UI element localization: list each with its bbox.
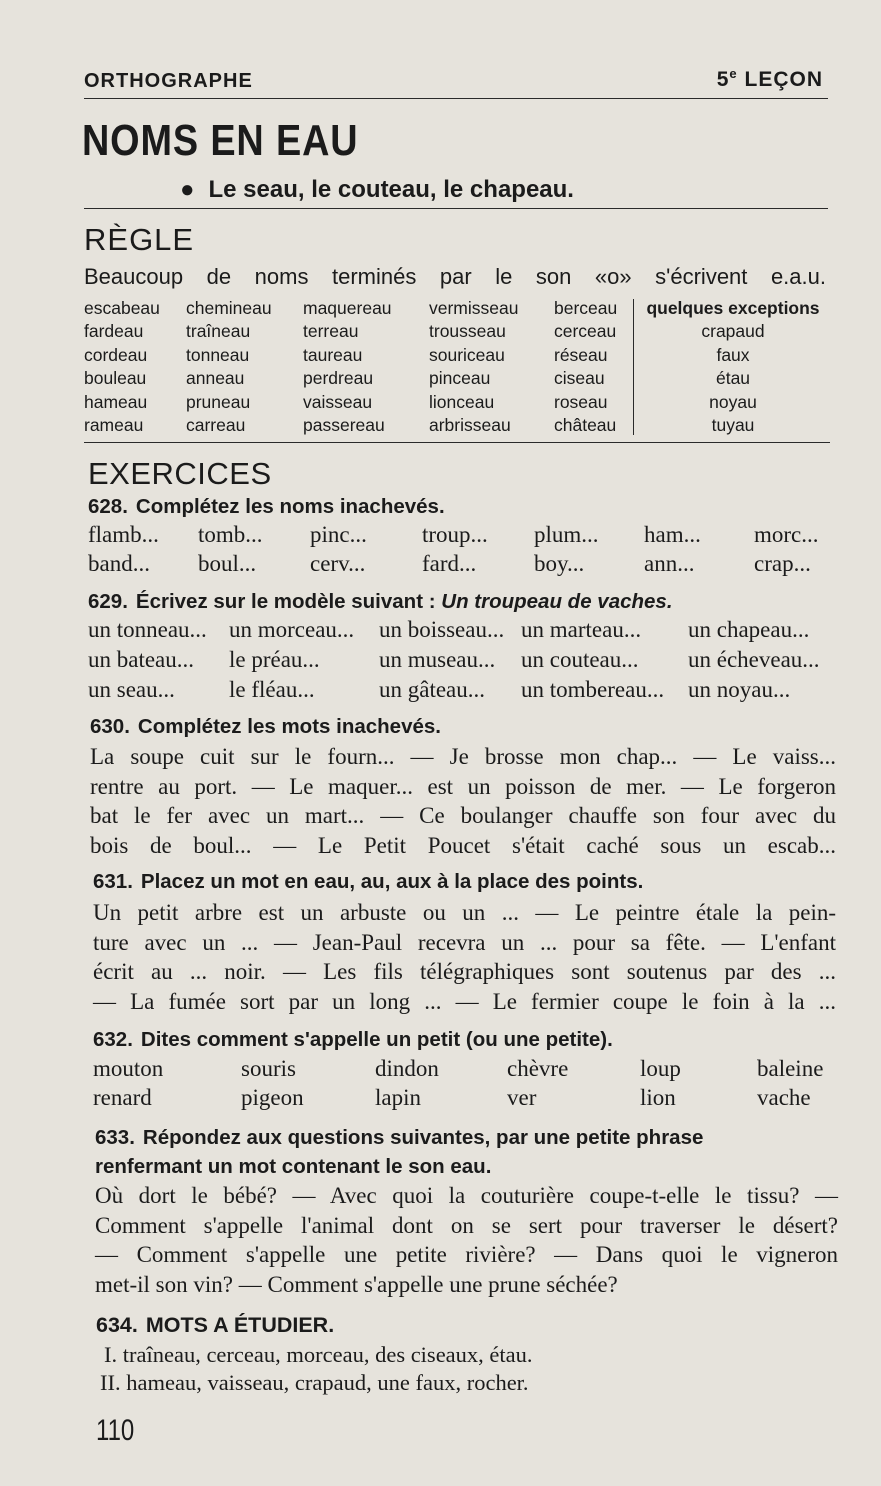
text-line: — La fumée sort par un long ... — Le fermier coupe le foin à la ... bbox=[93, 988, 836, 1014]
word: terreau bbox=[303, 321, 359, 342]
word: fardeau bbox=[84, 321, 144, 342]
word-column-5 bbox=[554, 297, 617, 437]
lesson-label bbox=[717, 66, 823, 92]
word: un seau... bbox=[88, 677, 175, 702]
word: renard bbox=[93, 1085, 152, 1110]
exercise-instruction: Complétez les noms inachevés. bbox=[135, 495, 445, 518]
word: ann... bbox=[644, 551, 695, 576]
lesson-number-suffix: e bbox=[729, 66, 738, 81]
word: cerv... bbox=[310, 551, 366, 576]
exception-word: faux bbox=[716, 344, 750, 365]
word: troup... bbox=[422, 522, 488, 547]
word: carreau bbox=[186, 414, 246, 435]
exceptions-column bbox=[637, 297, 829, 437]
exercise-633-title-line-2: renfermant un mot contenant le son eau. bbox=[95, 1155, 492, 1178]
word: band... bbox=[88, 551, 150, 576]
exercise-628-title bbox=[88, 495, 445, 519]
exercise-632-row-2 bbox=[93, 1085, 838, 1113]
word: berceau bbox=[554, 298, 618, 318]
word: roseau bbox=[554, 391, 608, 412]
word: un marteau... bbox=[521, 617, 642, 642]
exercise-number: 631. bbox=[93, 870, 133, 893]
text-line: Un petit arbre est un arbuste ou un ... — Le peintre étale la pein- bbox=[93, 900, 836, 925]
rule-divider bbox=[84, 442, 830, 443]
word: un morceau... bbox=[229, 617, 355, 642]
exceptions-heading: quelques exceptions bbox=[646, 298, 820, 318]
exercise-633-text bbox=[95, 1181, 838, 1299]
word: lion bbox=[640, 1085, 676, 1110]
exercise-instruction: Complétez les mots inachevés. bbox=[137, 715, 441, 738]
word: passereau bbox=[303, 414, 385, 435]
word: crap... bbox=[754, 551, 811, 576]
exercise-632-title bbox=[93, 1028, 613, 1052]
rule-text: Beaucoup de noms terminés par le son «o» s'écrivent e.a.u. bbox=[84, 264, 826, 289]
word: un chapeau... bbox=[688, 617, 810, 642]
exercise-number: 632. bbox=[93, 1028, 133, 1051]
page-number: 110 bbox=[96, 1414, 135, 1447]
word: château bbox=[554, 414, 617, 435]
word: le préau... bbox=[229, 647, 320, 672]
text-line: bois de boul... — Le Petit Poucet s'était caché sous un escab... bbox=[90, 832, 836, 858]
word: trousseau bbox=[429, 321, 506, 342]
word: souris bbox=[241, 1056, 296, 1081]
word: souriceau bbox=[429, 344, 505, 365]
word: fard... bbox=[422, 551, 477, 576]
exception-word: crapaud bbox=[701, 321, 765, 342]
exercise-instruction: Placez un mot en eau, au, aux à la place des points. bbox=[140, 870, 644, 893]
text-line: ture avec un ... — Jean-Paul recevra un ... pour sa fête. — L'enfant bbox=[93, 929, 836, 955]
word: un tonneau... bbox=[88, 617, 207, 642]
word: un tombereau... bbox=[521, 677, 665, 702]
word: vache bbox=[757, 1085, 811, 1110]
exception-word: étau bbox=[715, 368, 751, 389]
study-words-line-2: II. hameau, vaisseau, crapaud, une faux, rocher. bbox=[100, 1370, 529, 1395]
word: pinc... bbox=[310, 522, 367, 547]
lesson-number: 5 bbox=[716, 68, 730, 91]
word: arbrisseau bbox=[429, 414, 511, 435]
word: mouton bbox=[93, 1056, 164, 1081]
study-words-line-1: I. traîneau, cerceau, morceau, des ciseaux, étau. bbox=[104, 1342, 533, 1367]
word: tonneau bbox=[186, 344, 250, 365]
word: un gâteau... bbox=[379, 677, 486, 702]
exercise-629-row-1 bbox=[88, 617, 838, 645]
exercise-630-title bbox=[90, 715, 441, 739]
word: lapin bbox=[375, 1085, 421, 1110]
word: loup bbox=[640, 1056, 681, 1081]
word: ciseau bbox=[554, 368, 605, 389]
word-table bbox=[84, 297, 829, 439]
exercise-631-title bbox=[93, 870, 643, 894]
word: réseau bbox=[554, 344, 608, 365]
page-title: NOMS EN EAU bbox=[82, 116, 359, 165]
rule-heading: RÈGLE bbox=[84, 222, 195, 257]
exercise-629-row-2 bbox=[88, 647, 838, 675]
word: un noyau... bbox=[688, 677, 791, 702]
word: ver bbox=[507, 1085, 537, 1110]
word-column-2 bbox=[186, 297, 272, 437]
word: hameau bbox=[84, 391, 148, 412]
word: vermisseau bbox=[429, 298, 519, 318]
word: bouleau bbox=[84, 368, 147, 389]
example-sentence bbox=[180, 176, 574, 204]
word: boy... bbox=[534, 551, 585, 576]
word: le fléau... bbox=[229, 677, 315, 702]
exercise-634-title bbox=[96, 1313, 334, 1338]
exercise-632-row-1 bbox=[93, 1056, 838, 1084]
word-column-3 bbox=[303, 297, 392, 437]
exercise-number: 629. bbox=[88, 590, 128, 613]
example-text: Le seau, le couteau, le chapeau. bbox=[208, 176, 574, 203]
exercise-instruction: MOTS A ÉTUDIER. bbox=[145, 1313, 335, 1337]
text-line: rentre au port. — Le maquer... est un poisson de mer. — Le forgeron bbox=[90, 773, 836, 799]
word: pruneau bbox=[186, 391, 251, 412]
exercise-628-row-1 bbox=[88, 522, 838, 550]
header-divider bbox=[84, 98, 828, 99]
lesson-word: LEÇON bbox=[744, 68, 823, 91]
word: cerceau bbox=[554, 321, 617, 342]
word: ham... bbox=[644, 522, 701, 547]
word-column-1 bbox=[84, 297, 160, 437]
exercise-instruction: Répondez aux questions suivantes, par une petite phrase bbox=[142, 1126, 704, 1149]
word: pinceau bbox=[429, 368, 491, 389]
word: cordeau bbox=[84, 344, 148, 365]
exercise-instruction: Écrivez sur le modèle suivant : bbox=[135, 590, 436, 613]
word: chemineau bbox=[186, 298, 272, 318]
section-label: ORTHOGRAPHE bbox=[84, 70, 253, 92]
word: un écheveau... bbox=[688, 647, 820, 672]
text-line: — Comment s'appelle une petite rivière? — Dans quoi le vigneron bbox=[95, 1242, 838, 1268]
exercise-629-title bbox=[88, 590, 673, 614]
word: flamb... bbox=[88, 522, 159, 547]
word: dindon bbox=[375, 1056, 439, 1081]
word: perdreau bbox=[303, 368, 374, 389]
word: un museau... bbox=[379, 647, 496, 672]
word: boul... bbox=[198, 551, 257, 576]
exercise-number: 633. bbox=[95, 1126, 135, 1149]
exercise-631-text bbox=[93, 898, 836, 1016]
word: plum... bbox=[534, 522, 599, 547]
exercises-heading: EXERCICES bbox=[88, 456, 272, 491]
text-line: La soupe cuit sur le fourn... — Je brosse mon chap... — Le vaiss... bbox=[90, 744, 836, 769]
text-line: écrit au ... noir. — Les fils télégraphiques sont soutenus par des ... bbox=[93, 959, 836, 985]
exercise-633-title bbox=[95, 1126, 703, 1150]
word: anneau bbox=[186, 368, 245, 389]
word: tomb... bbox=[198, 522, 263, 547]
title-divider bbox=[84, 208, 828, 209]
exercise-629-row-3 bbox=[88, 677, 838, 705]
word: morc... bbox=[754, 522, 819, 547]
text-line: Comment s'appelle l'animal dont on se sert pour traverser le désert? bbox=[95, 1212, 838, 1238]
word: vaisseau bbox=[303, 391, 373, 412]
text-line: Où dort le bébé? — Avec quoi la couturière coupe-t-elle le tissu? — bbox=[95, 1183, 838, 1208]
word: taureau bbox=[303, 344, 363, 365]
word: traîneau bbox=[186, 321, 251, 342]
exception-word: noyau bbox=[709, 391, 757, 412]
word: maquereau bbox=[303, 298, 392, 318]
exception-word: tuyau bbox=[711, 415, 755, 436]
exercise-number: 630. bbox=[90, 715, 130, 738]
word: un bateau... bbox=[88, 647, 195, 672]
exercise-630-text bbox=[90, 742, 836, 860]
word: baleine bbox=[757, 1056, 824, 1081]
text-line: met-il son vin? — Comment s'appelle une prune séchée? bbox=[95, 1271, 618, 1297]
exceptions-divider bbox=[633, 299, 634, 435]
text-line: bat le fer avec un mart... — Ce boulanger chauffe son four avec du bbox=[90, 803, 836, 829]
word: un couteau... bbox=[521, 647, 639, 672]
bullet-icon: ● bbox=[180, 176, 195, 203]
word: chèvre bbox=[507, 1056, 569, 1081]
exercise-628-row-2 bbox=[88, 551, 838, 579]
exercise-number: 628. bbox=[88, 495, 128, 518]
exercise-instruction: Dites comment s'appelle un petit (ou une petite). bbox=[140, 1028, 613, 1051]
word: pigeon bbox=[241, 1085, 304, 1110]
exercise-number: 634. bbox=[96, 1313, 138, 1337]
exercise-model: Un troupeau de vaches. bbox=[441, 590, 673, 613]
word: escabeau bbox=[84, 298, 160, 318]
word: lionceau bbox=[429, 391, 495, 412]
word-column-4 bbox=[429, 297, 518, 437]
word: rameau bbox=[84, 414, 144, 435]
word: un boisseau... bbox=[379, 617, 505, 642]
